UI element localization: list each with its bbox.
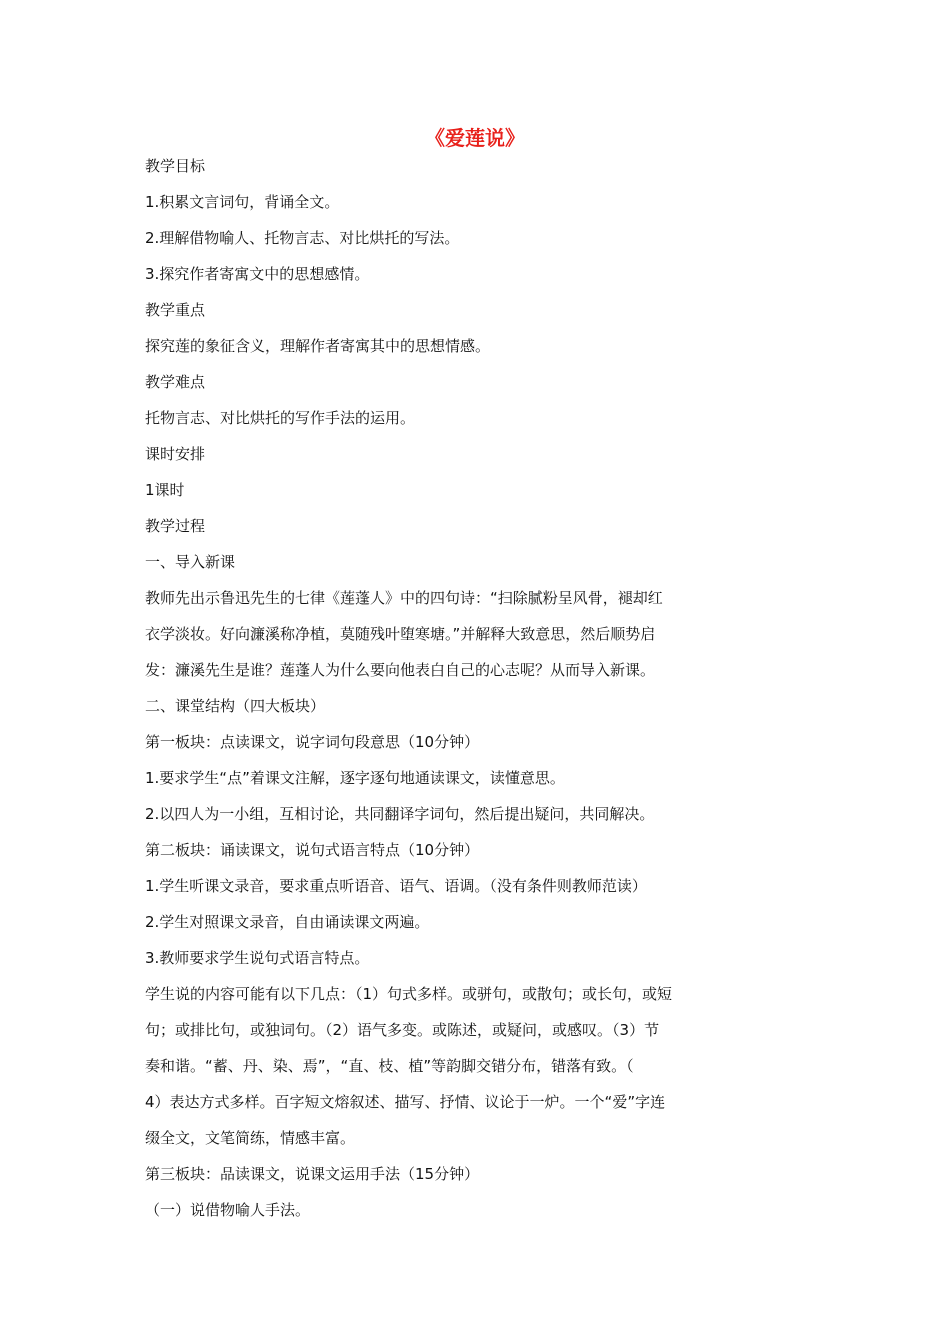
block-item: 2.学生对照课文录音，自由诵读课文两遍。 <box>145 913 430 931</box>
document-body <box>145 148 743 1228</box>
heading-key-points: 教学重点 <box>145 301 206 319</box>
objective-item: 2.理解借物喻人、托物言志、对比烘托的写法。 <box>145 229 460 247</box>
difficulty-text: 托物言志、对比烘托的写作手法的运用。 <box>145 409 416 427</box>
paragraph-line: 奏和谐。“蓄、丹、染、焉”，“直、枝、植”等韵脚交错分布，错落有致。（ <box>145 1057 634 1075</box>
heading-objectives: 教学目标 <box>145 157 206 175</box>
objective-item: 3.探究作者寄寓文中的思想感情。 <box>145 265 370 283</box>
block-item: 3.教师要求学生说句式语言特点。 <box>145 949 370 967</box>
section-structure-heading: 二、课堂结构（四大板块） <box>145 697 326 715</box>
heading-process: 教学过程 <box>145 517 206 535</box>
paragraph-line: 4）表达方式多样。百字短文熔叙述、描写、抒情、议论于一炉。一个“爱”字连 <box>145 1093 666 1111</box>
block-item: 2.以四人为一小组，互相讨论，共同翻译字词句，然后提出疑问，共同解决。 <box>145 805 655 823</box>
paragraph-line: 发：濂溪先生是谁？莲蓬人为什么要向他表白自己的心志呢？从而导入新课。 <box>145 661 656 679</box>
paragraph-line: 句；或排比句，或独词句。（2）语气多变。或陈述，或疑问，或感叹。（3）节 <box>145 1021 660 1039</box>
paragraph-line: 缀全文，文笔简练，情感丰富。 <box>145 1129 356 1147</box>
block-item: 1.学生听课文录音，要求重点听语音、语气、语调。（没有条件则教师范读） <box>145 877 647 895</box>
heading-difficulties: 教学难点 <box>145 373 206 391</box>
paragraph-line: 学生说的内容可能有以下几点：（1）句式多样。或骈句，或散句；或长句，或短 <box>145 985 673 1003</box>
block-heading: 第一板块：点读课文，说字词句段意思（10分钟） <box>145 733 480 751</box>
document-title: 《爱莲说》 <box>425 126 525 150</box>
key-point-text: 探究莲的象征含义，理解作者寄寓其中的思想情感。 <box>145 337 491 355</box>
block-heading: 第二板块：诵读课文，说句式语言特点（10分钟） <box>145 841 480 859</box>
subsection-heading: （一）说借物喻人手法。 <box>145 1201 311 1219</box>
objective-item: 1.积累文言词句，背诵全文。 <box>145 193 340 211</box>
heading-schedule: 课时安排 <box>145 445 206 463</box>
intro-paragraph <box>145 580 743 688</box>
paragraph-line: 衣学淡妆。好向濂溪称净植，莫随残叶堕寒塘。”并解释大致意思，然后顺势启 <box>145 625 656 643</box>
paragraph-line: 教师先出示鲁迅先生的七律《莲蓬人》中的四句诗：“扫除腻粉呈风骨，褪却红 <box>145 589 663 607</box>
section-intro-heading: 一、导入新课 <box>145 553 236 571</box>
block-heading: 第三板块：品读课文，说课文运用手法（15分钟） <box>145 1165 480 1183</box>
block-item: 1.要求学生“点”着课文注解，逐字逐句地通读课文，读懂意思。 <box>145 769 565 787</box>
features-paragraph <box>145 976 743 1156</box>
schedule-text: 1课时 <box>145 481 185 499</box>
